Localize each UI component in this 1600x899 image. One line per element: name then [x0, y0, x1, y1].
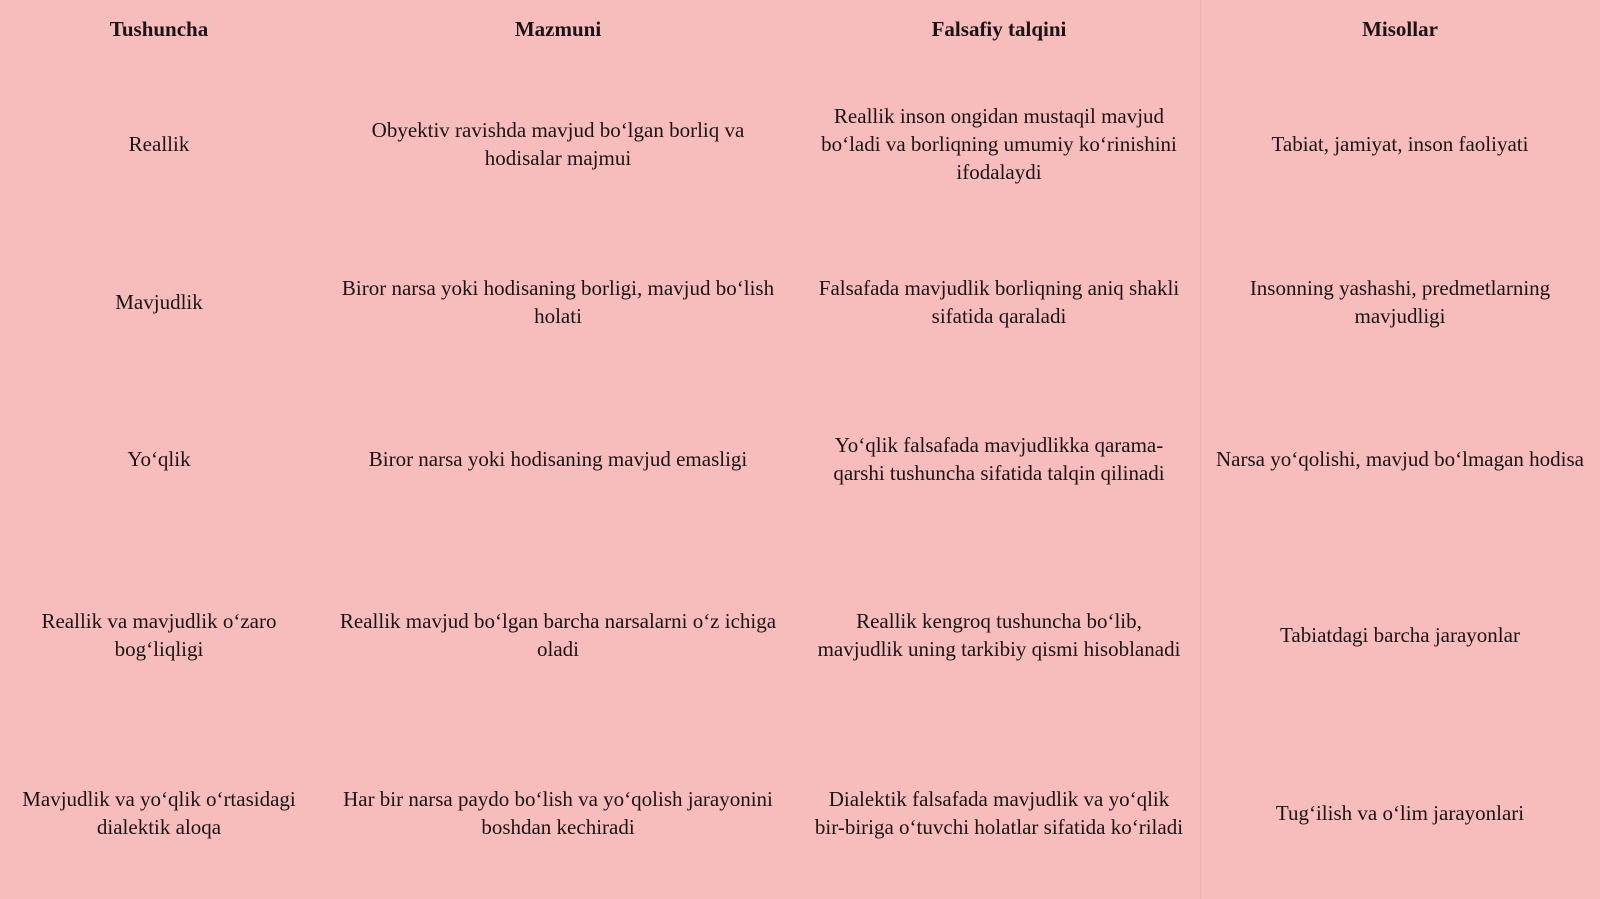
header-cell-misollar: Misollar	[1362, 17, 1438, 41]
table-cell: Tabiat, jamiyat, inson faoliyati	[1271, 132, 1529, 156]
table-cell: Reallik mavjud boʻlgan barcha narsalarni oʻz ichiga oladi	[339, 609, 777, 661]
table-cell: Reallik	[128, 132, 190, 156]
table-row	[0, 374, 1600, 544]
table-row	[0, 58, 1600, 230]
table-cell: Biror narsa yoki hodisaning mavjud emasligi	[368, 447, 748, 471]
table-cell: Har bir narsa paydo boʻlish va yoʻqolish jarayonini boshdan kechiradi	[343, 786, 773, 839]
table-cell: Yoʻqlik	[127, 447, 191, 471]
table-cell: Tabiatdagi barcha jarayonlar	[1280, 623, 1520, 647]
table-row	[0, 726, 1600, 899]
table-cell: Yoʻqlik falsafada mavjudlikka qarama-qarshi tushuncha sifatida talqin qilinadi	[833, 433, 1165, 485]
table-cell: Mavjudlik va yoʻqlik oʻrtasidagi dialektik aloqa	[22, 786, 296, 839]
table-cell: Insonning yashashi, predmetlarning mavjudligi	[1249, 276, 1551, 328]
table-cell: Falsafada mavjudlik borliqning aniq shakli sifatida qaraladi	[818, 276, 1180, 328]
table-cell: Reallik inson ongidan mustaqil mavjud boʻladi va borliqning umumiy koʻrinishini ifodalaydi	[821, 104, 1177, 184]
table-cell: Tugʻilish va oʻlim jarayonlari	[1275, 800, 1525, 825]
header-cell-falsafiy-talqini: Falsafiy talqini	[931, 17, 1067, 41]
table-cell: Dialektik falsafada mavjudlik va yoʻqlik bir-biriga oʻtuvchi holatlar sifatida koʻriladi	[814, 786, 1184, 839]
table-row	[0, 230, 1600, 374]
header-cell-tushuncha: Tushuncha	[109, 17, 209, 41]
table-row	[0, 544, 1600, 726]
table-cell: Narsa yoʻqolishi, mavjud boʻlmagan hodisa	[1215, 447, 1584, 471]
table-cell: Reallik kengroq tushuncha boʻlib, mavjudlik uning tarkibiy qismi hisoblanadi	[817, 609, 1181, 661]
table-header-row	[0, 0, 1600, 58]
table-cell: Mavjudlik	[115, 290, 203, 314]
table-cell: Biror narsa yoki hodisaning borligi, mavjud boʻlish holati	[341, 276, 775, 328]
table-cell: Reallik va mavjudlik oʻzaro bogʻliqligi	[41, 609, 277, 661]
table-cell: Obyektiv ravishda mavjud boʻlgan borliq va hodisalar majmui	[371, 118, 745, 170]
header-cell-mazmuni: Mazmuni	[514, 17, 602, 41]
